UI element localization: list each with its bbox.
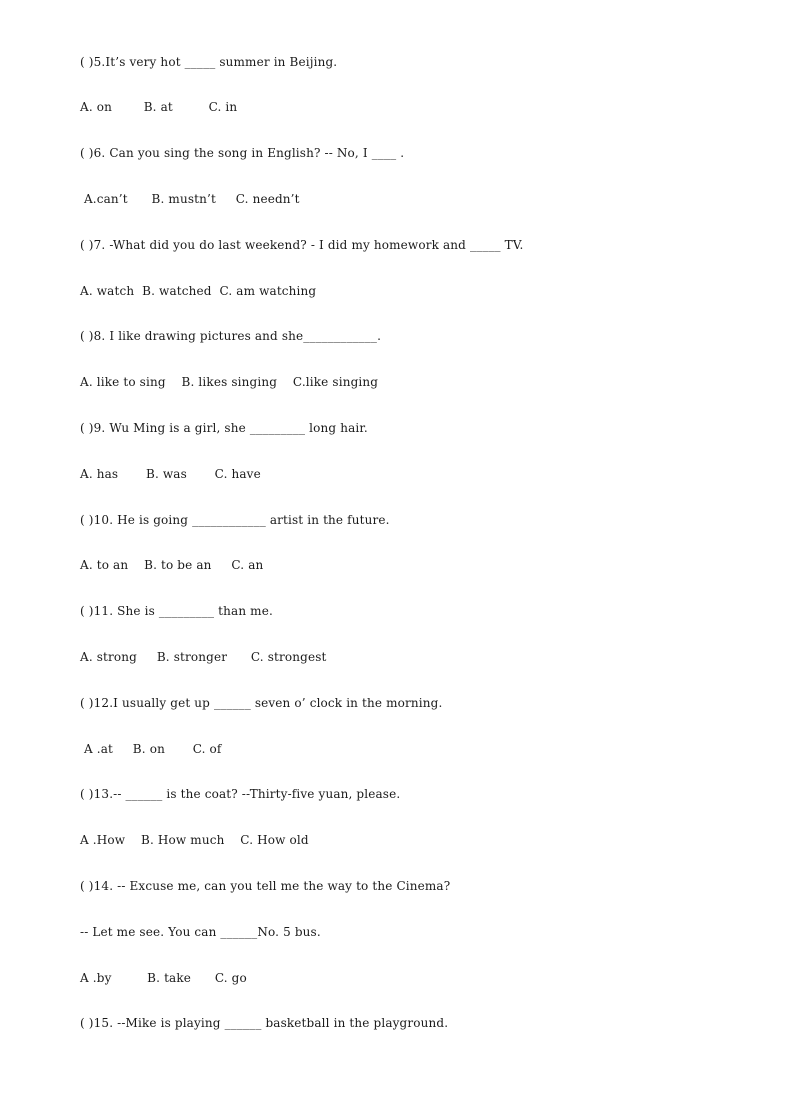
question-14-stem: ( )14. -- Excuse me, can you tell me the way to the Cinema? bbox=[80, 879, 451, 893]
question-6-options: A.can’t B. mustn’t C. needn’t bbox=[80, 192, 300, 206]
question-5-stem: ( )5.It’s very hot _____ summer in Beijing. bbox=[80, 55, 338, 69]
question-10-options: A. to an B. to be an C. an bbox=[80, 558, 264, 572]
question-6-stem: ( )6. Can you sing the song in English? -- No, I ____ . bbox=[80, 146, 405, 160]
question-13-options: A .How B. How much C. How old bbox=[80, 833, 309, 847]
question-10-stem: ( )10. He is going ____________ artist in the future. bbox=[80, 513, 390, 527]
question-9-options: A. has B. was C. have bbox=[80, 467, 261, 481]
question-8-stem: ( )8. I like drawing pictures and she____________. bbox=[80, 329, 382, 343]
question-11-stem: ( )11. She is _________ than me. bbox=[80, 604, 273, 618]
question-14-stem-continued: -- Let me see. You can ______No. 5 bus. bbox=[80, 925, 321, 939]
question-12-stem: ( )12.I usually get up ______ seven o’ clock in the morning. bbox=[80, 696, 443, 710]
question-9-stem: ( )9. Wu Ming is a girl, she _________ long hair. bbox=[80, 421, 368, 435]
question-5-options: A. on B. at C. in bbox=[80, 100, 238, 114]
question-12-options: A .at B. on C. of bbox=[80, 742, 222, 756]
question-15-stem: ( )15. --Mike is playing ______ basketball in the playground. bbox=[80, 1016, 449, 1030]
question-7-options: A. watch B. watched C. am watching bbox=[80, 284, 317, 298]
question-11-options: A. strong B. stronger C. strongest bbox=[80, 650, 327, 664]
question-8-options: A. like to sing B. likes singing C.like singing bbox=[80, 375, 379, 389]
question-14-options: A .by B. take C. go bbox=[80, 971, 247, 985]
question-13-stem: ( )13.-- ______ is the coat? --Thirty-five yuan, please. bbox=[80, 787, 401, 801]
question-7-stem: ( )7. -What did you do last weekend? - I did my homework and _____ TV. bbox=[80, 238, 524, 252]
